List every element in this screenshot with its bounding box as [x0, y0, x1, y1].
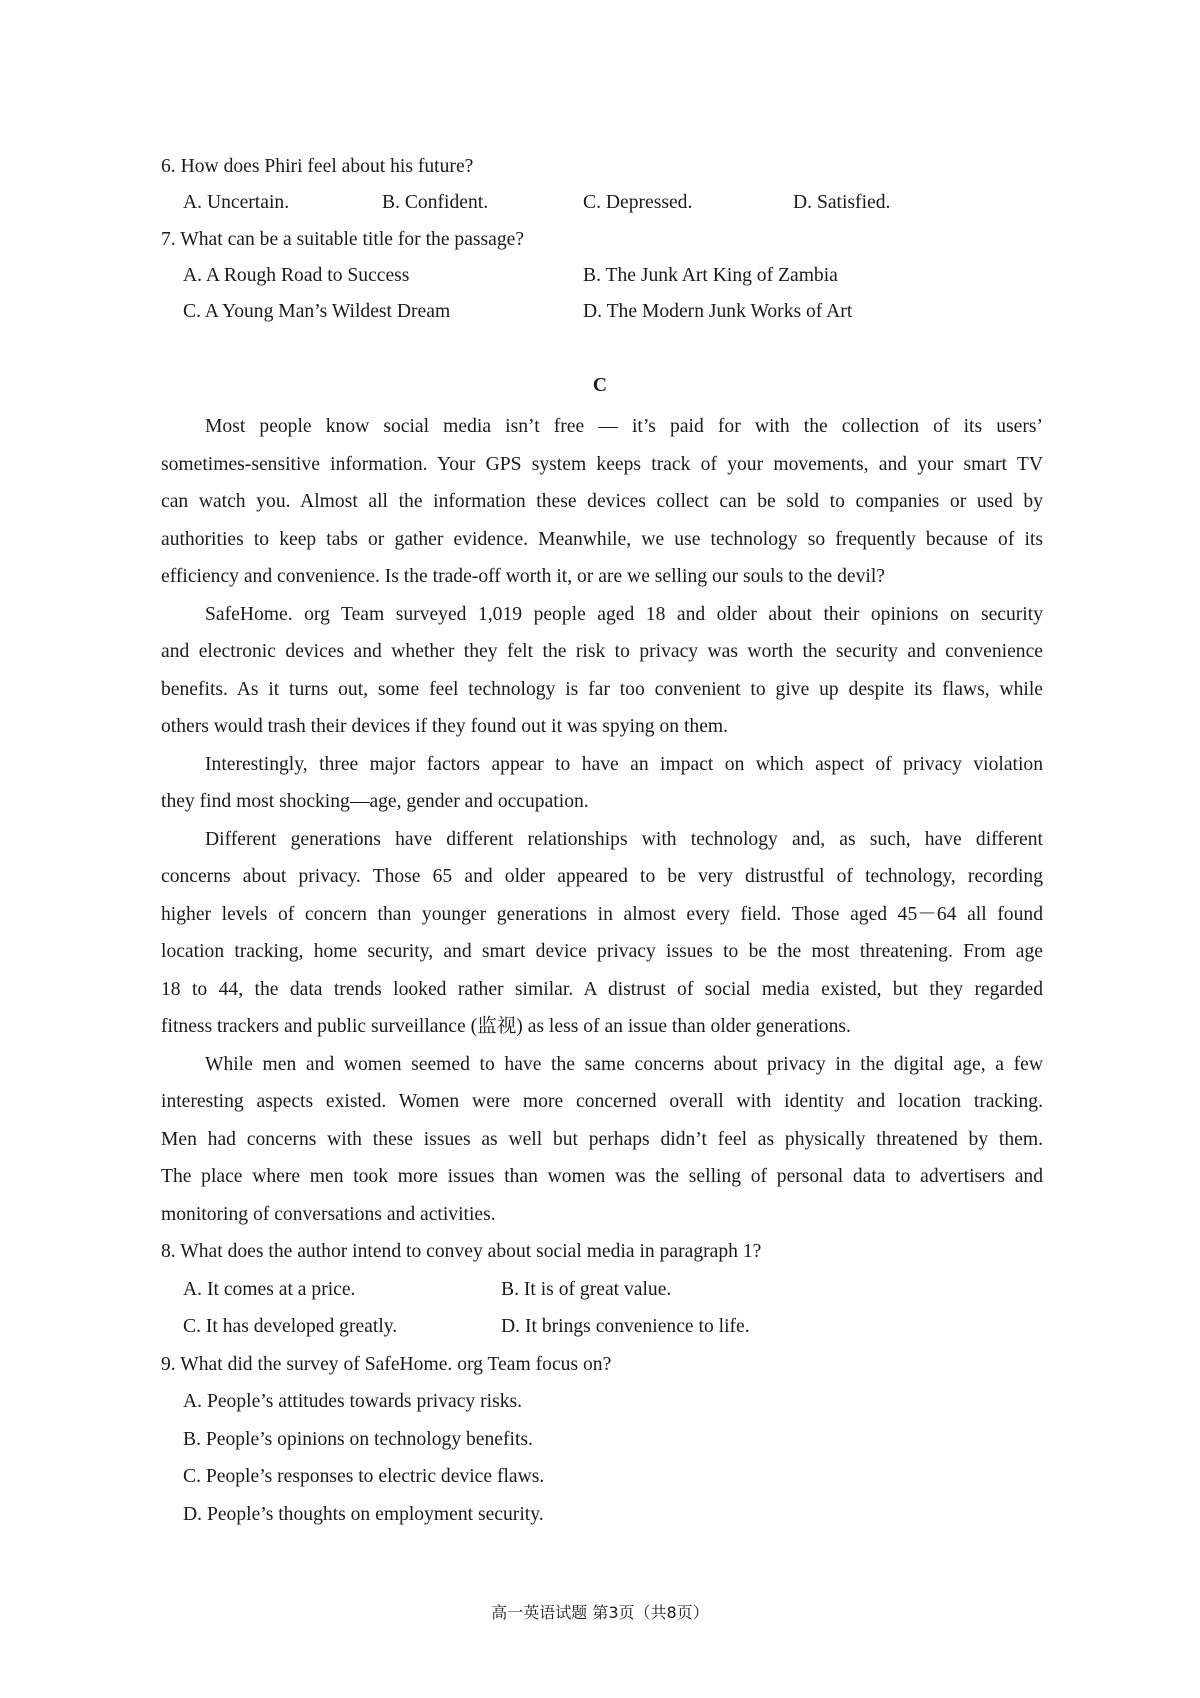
passage-line: 18 to 44, the data trends looked rather similar. A distrust of social media existed, but they regarded [161, 979, 1043, 1000]
page-footer: 高一英语试题 第3页（共8页） [491, 1603, 709, 1622]
question-9-stem: 9. What did the survey of SafeHome. org Team focus on? [161, 1354, 612, 1375]
question-8-option-a: A. It comes at a price. [183, 1279, 356, 1300]
question-7-option-d: D. The Modern Junk Works of Art [583, 301, 853, 322]
question-7-option-a: A. A Rough Road to Success [183, 265, 410, 286]
passage-line: can watch you. Almost all the information these devices collect can be sold to companies or used by [161, 491, 1043, 512]
question-7-stem: 7. What can be a suitable title for the passage? [161, 229, 525, 250]
passage-line: While men and women seemed to have the same concerns about privacy in the digital age, a few [205, 1054, 1043, 1075]
question-8-option-d: D. It brings convenience to life. [501, 1316, 750, 1337]
question-7-option-b: B. The Junk Art King of Zambia [583, 265, 838, 286]
passage-line: fitness trackers and public surveillance (监视) as less of an issue than older generations. [161, 1016, 851, 1037]
question-8-option-c: C. It has developed greatly. [183, 1316, 398, 1337]
question-7-option-c: C. A Young Man’s Wildest Dream [183, 301, 451, 322]
passage-line: authorities to keep tabs or gather evidence. Meanwhile, we use technology so frequently because of its [161, 529, 1043, 550]
question-9-option-d: D. People’s thoughts on employment security. [183, 1504, 544, 1525]
section-c-heading: C [592, 375, 608, 396]
passage-line: SafeHome. org Team surveyed 1,019 people aged 18 and older about their opinions on security [205, 604, 1043, 625]
question-8-option-b: B. It is of great value. [501, 1279, 672, 1300]
question-6-option-a: A. Uncertain. [183, 192, 290, 213]
passage-line: interesting aspects existed. Women were more concerned overall with identity and location tracking. [161, 1091, 1043, 1112]
question-9-option-a: A. People’s attitudes towards privacy risks. [183, 1391, 523, 1412]
question-8-stem: 8. What does the author intend to convey about social media in paragraph 1? [161, 1241, 762, 1262]
passage-line: Interestingly, three major factors appear to have an impact on which aspect of privacy violation [205, 754, 1043, 775]
question-6-option-b: B. Confident. [382, 192, 489, 213]
passage-line: monitoring of conversations and activities. [161, 1204, 496, 1225]
passage-line: location tracking, home security, and smart device privacy issues to be the most threatening. From age [161, 941, 1043, 962]
passage-line: benefits. As it turns out, some feel technology is far too convenient to give up despite its flaws, while [161, 679, 1043, 700]
passage-line: and electronic devices and whether they felt the risk to privacy was worth the security and convenience [161, 641, 1043, 662]
passage-line: higher levels of concern than younger generations in almost every field. Those aged 45－64 all found [161, 904, 1043, 925]
passage-line: Different generations have different relationships with technology and, as such, have different [205, 829, 1043, 850]
question-9-option-b: B. People’s opinions on technology benefits. [183, 1429, 533, 1450]
passage-line: others would trash their devices if they found out it was spying on them. [161, 716, 729, 737]
question-6-option-c: C. Depressed. [583, 192, 693, 213]
passage-line: The place where men took more issues than women was the selling of personal data to advertisers and [161, 1166, 1043, 1187]
passage-line: Most people know social media isn’t free — it’s paid for with the collection of its users’ [205, 416, 1043, 437]
passage-line: they find most shocking—age, gender and occupation. [161, 791, 589, 812]
question-6-option-d: D. Satisfied. [793, 192, 891, 213]
question-6-stem: 6. How does Phiri feel about his future? [161, 156, 474, 177]
passage-line: concerns about privacy. Those 65 and older appeared to be very distrustful of technology, recording [161, 866, 1043, 887]
passage-line: sometimes-sensitive information. Your GPS system keeps track of your movements, and your smart TV [161, 454, 1043, 475]
question-9-option-c: C. People’s responses to electric device flaws. [183, 1466, 545, 1487]
passage-line: Men had concerns with these issues as well but perhaps didn’t feel as physically threatened by them. [161, 1129, 1043, 1150]
passage-line: efficiency and convenience. Is the trade-off worth it, or are we selling our souls to the devil? [161, 566, 885, 587]
